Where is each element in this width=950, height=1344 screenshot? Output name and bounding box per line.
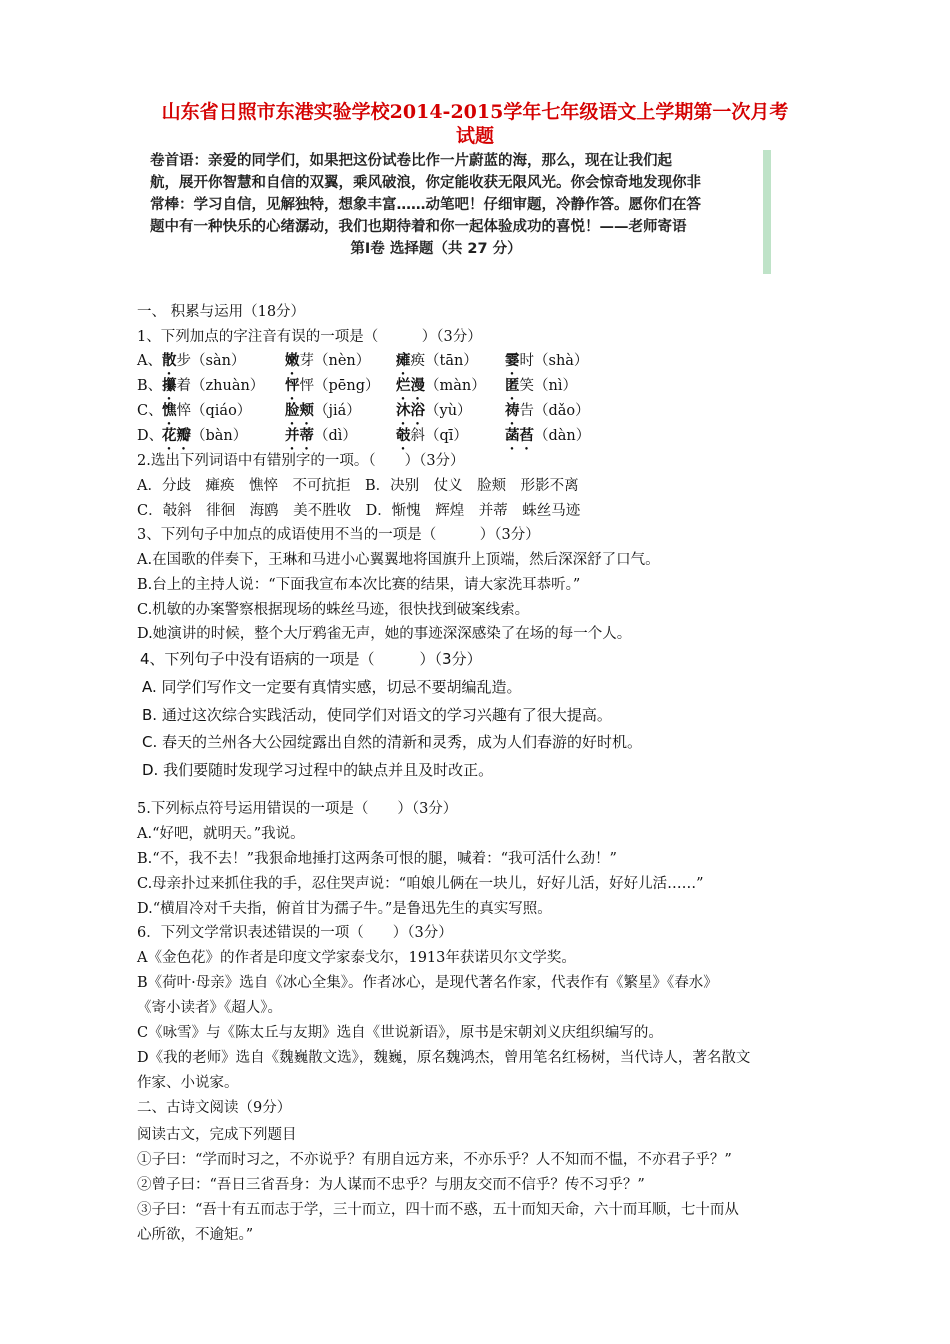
question-3-option-a: A.在国歌的伴奏下，王琳和马进小心翼翼地将国旗升上顶端，然后深深舒了口气。: [137, 552, 660, 568]
question-4-stem: 4、下列句子中没有语病的一项是（ ）（3分）: [140, 650, 482, 668]
preface-line: 卷首语：亲爱的同学们，如果把这份试卷比作一片蔚蓝的海，那么，现在让我们起: [150, 153, 672, 169]
emphasized-character: 祷: [505, 402, 520, 419]
question-6-option-d-line2: 作家、小说家。: [137, 1075, 239, 1091]
emphasized-character: 憔: [162, 402, 177, 419]
pinyin-annotation: 步（sàn）: [176, 353, 246, 369]
question-6-option-c: C《咏雪》与《陈太丘与友期》选自《世说新语》，原书是宋朝刘义庆组织编写的。: [137, 1025, 663, 1041]
emphasized-character: 怦: [285, 377, 300, 394]
question-6-option-a: A《金色花》的作者是印度文学家泰戈尔，1913年获诺贝尔文学奖。: [137, 950, 576, 966]
question-1-stem: 1、下列加点的字注音有误的一项是（ ）（3分）: [137, 329, 482, 345]
question-3-option-b: B.台上的主持人说：“下面我宣布本次比赛的结果，请大家洗耳恭听。”: [137, 577, 581, 593]
question-2-options-cd: C．攲斜 徘徊 海鸥 美不胜收 D．惭愧 辉煌 并蒂 蛛丝马迹: [137, 503, 581, 519]
question-6-option-b-line2: 《寄小读者》《超人》。: [137, 1000, 282, 1016]
preface-line: 常棒：学习自信，见解独特，想象丰富……动笔吧！仔细审题，冷静作答。愿你们在答: [150, 197, 701, 213]
emphasized-character: 霎: [505, 352, 520, 369]
emphasized-character: 攲: [396, 427, 411, 444]
part-one-heading: 第Ⅰ卷 选择题（共 27 分）: [350, 241, 522, 257]
question-1-option-item: [505, 425, 590, 453]
pinyin-annotation: （bàn）: [191, 428, 248, 444]
question-5-option-b: B.“不，我不去！”我狠命地捶打这两条可恨的腿，喊着：“我可活什么劲！”: [137, 851, 617, 867]
question-1-option-item: [285, 350, 370, 378]
emphasized-character: 花瓣: [162, 427, 191, 444]
pinyin-annotation: （jiá）: [314, 403, 361, 419]
question-1-option-label: B、: [137, 378, 163, 394]
reading-passage-2: ②曾子曰：“吾日三省吾身：为人谋而不忠乎？与朋友交而不信乎？传不习乎？”: [137, 1177, 645, 1193]
pinyin-annotation: 着（zhuàn）: [176, 378, 265, 394]
question-1-option-item: [162, 400, 251, 428]
question-1-option-item: [162, 350, 245, 378]
emphasized-character: 匿: [505, 377, 520, 394]
emphasized-character: 菡萏: [505, 427, 534, 444]
reading-passage-3-line1: ③子曰：“吾十有五而志于学，三十而立，四十而不惑，五十而知天命，六十而耳顺，七十而从: [137, 1202, 739, 1218]
pinyin-annotation: （yù）: [425, 403, 472, 419]
preface-side-bar: [763, 150, 771, 274]
question-1-option-label: A、: [137, 353, 162, 369]
emphasized-character: 沐浴: [396, 402, 425, 419]
question-1-option-label: D、: [137, 428, 164, 444]
question-1-option-item: [505, 400, 590, 428]
question-1-option-item: [285, 400, 361, 428]
question-4-option-d: D. 我们要随时发现学习过程中的缺点并且及时改正。: [142, 761, 494, 779]
emphasized-character: 散: [162, 352, 177, 369]
question-6-option-d-line1: D《我的老师》选自《魏巍散文选》，魏巍，原名魏鸿杰，曾用笔名红杨树，当代诗人，著名散文: [137, 1050, 751, 1066]
question-3-option-d: D.她演讲的时候，整个大厅鸦雀无声，她的事迹深深感染了在场的每一个人。: [137, 626, 632, 642]
emphasized-character: 脸颊: [285, 402, 314, 419]
pinyin-annotation: 悴（qiáo）: [176, 403, 252, 419]
pinyin-annotation: （dì）: [314, 428, 357, 444]
preface-box: [150, 150, 762, 274]
question-2-stem: 2.选出下列词语中有错别字的一项。（ ）（3分）: [137, 453, 465, 469]
question-1-option-item: [396, 350, 478, 378]
question-1-option-item: [505, 375, 577, 403]
question-5-option-c: C.母亲扑过来抓住我的手，忍住哭声说：“咱娘儿俩在一块儿，好好儿活，好好儿活……”: [137, 876, 704, 892]
exam-title-line2: 试题: [455, 125, 494, 147]
pinyin-annotation: 时（shà）: [519, 353, 589, 369]
emphasized-character: 嫩: [285, 352, 300, 369]
question-1-option-label: C、: [137, 403, 163, 419]
question-1-option-item: [285, 425, 357, 453]
question-3-option-c: C.机敏的办案警察根据现场的蛛丝马迹，很快找到破案线索。: [137, 602, 530, 618]
pinyin-annotation: 痪（tān）: [410, 353, 478, 369]
section-two-heading: 二、古诗文阅读（9分）: [137, 1100, 292, 1116]
reading-passage-1: ①子曰：“学而时习之，不亦说乎？有朋自远方来，不亦乐乎？人不知而不愠，不亦君子乎？”: [137, 1152, 732, 1168]
preface-line: 题中有一种快乐的心绪潺动，我们也期待着和你一起体验成功的喜悦！——老师寄语: [150, 219, 687, 235]
emphasized-character: 攥: [162, 377, 177, 394]
question-4-option-a: A. 同学们写作文一定要有真情实感，切忌不要胡编乱造。: [142, 678, 522, 696]
question-1-option-item: [396, 400, 472, 428]
section-one-heading: 一、 积累与运用（18分）: [137, 304, 306, 320]
question-1-option-item: [505, 350, 588, 378]
question-6-option-b-line1: B《荷叶·母亲》选自《冰心全集》。作者冰心，是现代著名作家，代表作有《繁星》《春水》: [137, 975, 718, 991]
pinyin-annotation: 笑（nì）: [519, 378, 577, 394]
question-1-option-item: [162, 425, 247, 453]
emphasized-character: 并蒂: [285, 427, 314, 444]
question-3-stem: 3、下列句子中加点的成语使用不当的一项是（ ）（3分）: [137, 527, 540, 543]
question-5-option-a: A.“好吧，就明天。”我说。: [137, 826, 305, 842]
question-1-option-item: [396, 375, 486, 403]
reading-passage-3-line2: 心所欲，不逾矩。”: [137, 1227, 254, 1243]
pinyin-annotation: 芽（nèn）: [299, 353, 371, 369]
emphasized-character: 瘫: [396, 352, 411, 369]
emphasized-character: 烂漫: [396, 377, 425, 394]
question-5-stem: 5.下列标点符号运用错误的一项是（ ）（3分）: [137, 801, 458, 817]
question-5-option-d: D.“横眉冷对千夫指，俯首甘为孺子牛。”是鲁迅先生的真实写照。: [137, 901, 552, 917]
question-1-option-item: [285, 375, 379, 403]
pinyin-annotation: （màn）: [425, 378, 486, 394]
question-1-option-item: [396, 425, 468, 453]
pinyin-annotation: 怦（pēng）: [299, 378, 380, 394]
question-6-stem: 6．下列文学常识表述错误的一项（ ）（3分）: [137, 925, 453, 941]
question-2-options-ab: A．分歧 瘫痪 憔悴 不可抗拒 B．决别 仗义 脸颊 形影不离: [137, 478, 579, 494]
preface-line: 航，展开你智慧和自信的双翼，乘风破浪，你定能收获无限风光。你会惊奇地发现你非: [150, 175, 701, 191]
exam-title-line1: 山东省日照市东港实验学校2014-2015学年七年级语文上学期第一次月考: [161, 101, 789, 123]
question-4-option-b: B. 通过这次综合实践活动，使同学们对语文的学习兴趣有了很大提高。: [142, 706, 612, 724]
pinyin-annotation: （dàn）: [534, 428, 591, 444]
pinyin-annotation: 斜（qī）: [410, 428, 468, 444]
question-4-option-c: C. 春天的兰州各大公园绽露出自然的清新和灵秀，成为人们春游的好时机。: [142, 733, 643, 751]
reading-intro: 阅读古文，完成下列题目: [137, 1127, 297, 1143]
question-1-option-item: [162, 375, 264, 403]
pinyin-annotation: 告（dǎo）: [519, 403, 590, 419]
